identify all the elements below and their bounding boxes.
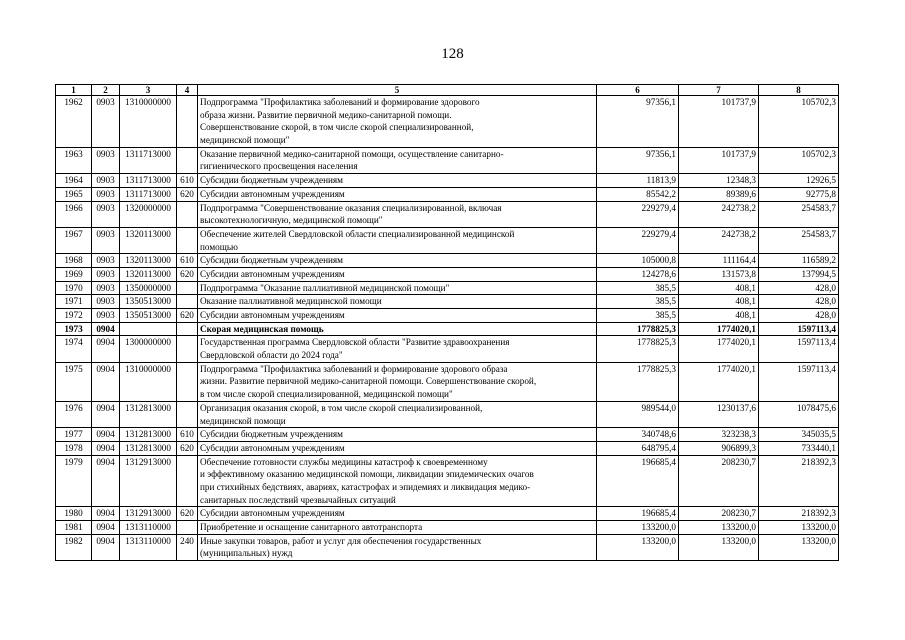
amount-col8-cell: 1597113,4 (759, 322, 839, 336)
target-article-cell: 1311713000 (120, 174, 177, 188)
row-number-cell: 1979 (56, 455, 92, 507)
expense-type-cell (177, 147, 198, 173)
expense-type-cell: 240 (177, 534, 198, 560)
section-code-cell: 0904 (92, 521, 120, 535)
row-number-cell: 1967 (56, 227, 92, 253)
amount-col7-cell: 408,1 (679, 295, 759, 309)
section-code-cell: 0903 (92, 295, 120, 309)
target-article-cell: 1313110000 (120, 521, 177, 535)
expense-type-cell (177, 227, 198, 253)
target-article-cell: 1312913000 (120, 507, 177, 521)
table-row (56, 336, 839, 362)
header-cell: 5 (198, 85, 597, 96)
table-row (56, 521, 839, 535)
amount-col7-cell: 323238,3 (679, 428, 759, 442)
amount-col7-cell: 408,1 (679, 281, 759, 295)
table-row (56, 534, 839, 560)
amount-col6-cell: 85542,2 (597, 187, 679, 201)
expense-type-cell: 620 (177, 187, 198, 201)
amount-col6-cell: 1778825,3 (597, 322, 679, 336)
item-name-cell: Обеспечение готовности службы медицины катастроф к своевременному и эффективному оказанию медицинской помощи, ликвидации эпидемических очагов при стихийных бедствиях, авариях, катастрофах и эпидемиях и ликвидация медико- санитарных последствий чрезвычайных ситуаций (198, 455, 597, 507)
header-cell: 7 (679, 85, 759, 96)
row-number-cell: 1976 (56, 401, 92, 427)
table-row (56, 309, 839, 323)
row-number-cell: 1964 (56, 174, 92, 188)
amount-col6-cell: 196685,4 (597, 507, 679, 521)
header-cell: 4 (177, 85, 198, 96)
amount-col7-cell: 101737,9 (679, 147, 759, 173)
row-number-cell: 1966 (56, 201, 92, 227)
item-name-cell: Организация оказания скорой, в том числе скорой специализированной, медицинской помощи (198, 401, 597, 427)
amount-col8-cell: 137994,5 (759, 267, 839, 281)
expense-type-cell: 620 (177, 441, 198, 455)
item-name-cell: Субсидии бюджетным учреждениям (198, 428, 597, 442)
row-number-cell: 1977 (56, 428, 92, 442)
target-article-cell: 1310000000 (120, 362, 177, 401)
expense-type-cell: 620 (177, 267, 198, 281)
amount-col7-cell: 208230,7 (679, 455, 759, 507)
row-number-cell: 1974 (56, 336, 92, 362)
amount-col7-cell: 242738,2 (679, 201, 759, 227)
header-cell: 3 (120, 85, 177, 96)
amount-col7-cell: 101737,9 (679, 96, 759, 148)
section-code-cell: 0903 (92, 227, 120, 253)
amount-col8-cell: 428,0 (759, 295, 839, 309)
amount-col6-cell: 385,5 (597, 281, 679, 295)
expense-type-cell (177, 455, 198, 507)
amount-col6-cell: 385,5 (597, 309, 679, 323)
table-row (56, 227, 839, 253)
table-row (56, 295, 839, 309)
target-article-cell: 1310000000 (120, 96, 177, 148)
amount-col7-cell: 1774020,1 (679, 336, 759, 362)
target-article-cell: 1320113000 (120, 254, 177, 268)
table-row (56, 254, 839, 268)
item-name-cell: Субсидии автономным учреждениям (198, 309, 597, 323)
row-number-cell: 1963 (56, 147, 92, 173)
target-article-cell: 1350513000 (120, 309, 177, 323)
amount-col8-cell: 428,0 (759, 281, 839, 295)
item-name-cell: Подпрограмма "Оказание паллиативной медицинской помощи" (198, 281, 597, 295)
amount-col6-cell: 1778825,3 (597, 362, 679, 401)
table-row (56, 507, 839, 521)
amount-col6-cell: 340748,6 (597, 428, 679, 442)
amount-col7-cell: 111164,4 (679, 254, 759, 268)
row-number-cell: 1971 (56, 295, 92, 309)
expense-type-cell: 620 (177, 309, 198, 323)
target-article-cell: 1312813000 (120, 441, 177, 455)
row-number-cell: 1962 (56, 96, 92, 148)
amount-col7-cell: 1774020,1 (679, 362, 759, 401)
row-number-cell: 1975 (56, 362, 92, 401)
target-article-cell: 1312813000 (120, 401, 177, 427)
amount-col8-cell: 1597113,4 (759, 336, 839, 362)
section-code-cell: 0903 (92, 309, 120, 323)
section-code-cell: 0904 (92, 534, 120, 560)
item-name-cell: Субсидии автономным учреждениям (198, 187, 597, 201)
amount-col8-cell: 105702,3 (759, 96, 839, 148)
item-name-cell: Государственная программа Свердловской области "Развитие здравоохранения Свердловской области до 2024 года" (198, 336, 597, 362)
amount-col6-cell: 196685,4 (597, 455, 679, 507)
row-number-cell: 1965 (56, 187, 92, 201)
row-number-cell: 1981 (56, 521, 92, 535)
item-name-cell: Подпрограмма "Совершенствование оказания специализированной, включая высокотехнологичную, медицинской помощи" (198, 201, 597, 227)
expense-type-cell (177, 521, 198, 535)
expense-type-cell: 620 (177, 507, 198, 521)
amount-col8-cell: 92775,8 (759, 187, 839, 201)
amount-col8-cell: 12926,5 (759, 174, 839, 188)
row-number-cell: 1968 (56, 254, 92, 268)
page-number: 128 (441, 46, 464, 62)
table-row (56, 441, 839, 455)
table-row (56, 96, 839, 148)
row-number-cell: 1972 (56, 309, 92, 323)
section-code-cell: 0904 (92, 336, 120, 362)
section-code-cell: 0904 (92, 322, 120, 336)
target-article-cell: 1312913000 (120, 455, 177, 507)
section-code-cell: 0904 (92, 455, 120, 507)
amount-col7-cell: 1230137,6 (679, 401, 759, 427)
target-article-cell: 1312813000 (120, 428, 177, 442)
section-code-cell: 0903 (92, 96, 120, 148)
section-code-cell: 0903 (92, 281, 120, 295)
item-name-cell: Обеспечение жителей Свердловской области специализированной медицинской помощью (198, 227, 597, 253)
target-article-cell: 1350000000 (120, 281, 177, 295)
table-row (56, 362, 839, 401)
amount-col8-cell: 254583,7 (759, 201, 839, 227)
amount-col8-cell: 218392,3 (759, 507, 839, 521)
expense-type-cell: 610 (177, 174, 198, 188)
section-code-cell: 0903 (92, 254, 120, 268)
amount-col8-cell: 116589,2 (759, 254, 839, 268)
amount-col7-cell: 242738,2 (679, 227, 759, 253)
amount-col8-cell: 105702,3 (759, 147, 839, 173)
amount-col6-cell: 989544,0 (597, 401, 679, 427)
row-number-cell: 1982 (56, 534, 92, 560)
item-name-cell: Субсидии бюджетным учреждениям (198, 174, 597, 188)
header-cell: 1 (56, 85, 92, 96)
table-row (56, 455, 839, 507)
table-row (56, 267, 839, 281)
item-name-cell: Оказание первичной медико-санитарной помощи, осуществление санитарно- гигиенического просвещения населения (198, 147, 597, 173)
item-name-cell: Подпрограмма "Профилактика заболеваний и формирование здорового образа жизни. Развитие первичной медико-санитарной помощи. Совершенствование скорой, в том числе скорой специализированной, медицинской помощи" (198, 96, 597, 148)
amount-col8-cell: 254583,7 (759, 227, 839, 253)
section-code-cell: 0903 (92, 187, 120, 201)
section-code-cell: 0904 (92, 507, 120, 521)
table-row (56, 147, 839, 173)
item-name-cell: Субсидии автономным учреждениям (198, 507, 597, 521)
expense-type-cell (177, 322, 198, 336)
amount-col6-cell: 648795,4 (597, 441, 679, 455)
target-article-cell: 1320113000 (120, 227, 177, 253)
table-row (56, 428, 839, 442)
target-article-cell (120, 322, 177, 336)
expense-type-cell (177, 201, 198, 227)
expense-type-cell (177, 336, 198, 362)
amount-col7-cell: 906899,3 (679, 441, 759, 455)
amount-col6-cell: 124278,6 (597, 267, 679, 281)
item-name-cell: Субсидии автономным учреждениям (198, 267, 597, 281)
amount-col7-cell: 208230,7 (679, 507, 759, 521)
target-article-cell: 1311713000 (120, 187, 177, 201)
table-row (56, 322, 839, 336)
table-header-row (56, 85, 839, 96)
section-code-cell: 0903 (92, 201, 120, 227)
item-name-cell: Подпрограмма "Профилактика заболеваний и формирование здорового образа жизни. Развитие первичной медико-санитарной помощи. Совершенствование скорой, в том числе скорой специализированной, медицинской помощи" (198, 362, 597, 401)
item-name-cell: Субсидии бюджетным учреждениям (198, 254, 597, 268)
table-row (56, 401, 839, 427)
amount-col6-cell: 133200,0 (597, 521, 679, 535)
amount-col6-cell: 133200,0 (597, 534, 679, 560)
target-article-cell: 1300000000 (120, 336, 177, 362)
amount-col7-cell: 133200,0 (679, 521, 759, 535)
expense-type-cell (177, 401, 198, 427)
amount-col7-cell: 133200,0 (679, 534, 759, 560)
table-row (56, 187, 839, 201)
amount-col7-cell: 89389,6 (679, 187, 759, 201)
amount-col6-cell: 385,5 (597, 295, 679, 309)
header-cell: 6 (597, 85, 679, 96)
target-article-cell: 1313110000 (120, 534, 177, 560)
amount-col8-cell: 133200,0 (759, 534, 839, 560)
amount-col8-cell: 428,0 (759, 309, 839, 323)
row-number-cell: 1973 (56, 322, 92, 336)
expense-type-cell (177, 281, 198, 295)
section-code-cell: 0904 (92, 441, 120, 455)
target-article-cell: 1320113000 (120, 267, 177, 281)
table-body (56, 96, 839, 561)
amount-col7-cell: 408,1 (679, 309, 759, 323)
amount-col6-cell: 11813,9 (597, 174, 679, 188)
table-row (56, 281, 839, 295)
amount-col7-cell: 131573,8 (679, 267, 759, 281)
item-name-cell: Субсидии автономным учреждениям (198, 441, 597, 455)
header-cell: 8 (759, 85, 839, 96)
target-article-cell: 1311713000 (120, 147, 177, 173)
row-number-cell: 1980 (56, 507, 92, 521)
table-row (56, 201, 839, 227)
header-cell: 2 (92, 85, 120, 96)
budget-table (55, 84, 839, 561)
amount-col8-cell: 345035,5 (759, 428, 839, 442)
section-code-cell: 0903 (92, 174, 120, 188)
amount-col7-cell: 12348,3 (679, 174, 759, 188)
amount-col8-cell: 733440,1 (759, 441, 839, 455)
amount-col6-cell: 229279,4 (597, 227, 679, 253)
expense-type-cell (177, 295, 198, 309)
section-code-cell: 0904 (92, 401, 120, 427)
row-number-cell: 1978 (56, 441, 92, 455)
section-code-cell: 0904 (92, 362, 120, 401)
item-name-cell: Скорая медицинская помощь (198, 322, 597, 336)
amount-col6-cell: 1778825,3 (597, 336, 679, 362)
amount-col6-cell: 97356,1 (597, 96, 679, 148)
section-code-cell: 0903 (92, 267, 120, 281)
amount-col8-cell: 133200,0 (759, 521, 839, 535)
expense-type-cell (177, 362, 198, 401)
target-article-cell: 1350513000 (120, 295, 177, 309)
table-row (56, 174, 839, 188)
amount-col8-cell: 1078475,6 (759, 401, 839, 427)
amount-col6-cell: 97356,1 (597, 147, 679, 173)
amount-col6-cell: 229279,4 (597, 201, 679, 227)
amount-col8-cell: 1597113,4 (759, 362, 839, 401)
amount-col6-cell: 105000,8 (597, 254, 679, 268)
amount-col8-cell: 218392,3 (759, 455, 839, 507)
expense-type-cell (177, 96, 198, 148)
row-number-cell: 1970 (56, 281, 92, 295)
amount-col7-cell: 1774020,1 (679, 322, 759, 336)
row-number-cell: 1969 (56, 267, 92, 281)
expense-type-cell: 610 (177, 254, 198, 268)
item-name-cell: Оказание паллиативной медицинской помощи (198, 295, 597, 309)
section-code-cell: 0903 (92, 147, 120, 173)
item-name-cell: Иные закупки товаров, работ и услуг для обеспечения государственных (муниципальных) нужд (198, 534, 597, 560)
expense-type-cell: 610 (177, 428, 198, 442)
target-article-cell: 1320000000 (120, 201, 177, 227)
item-name-cell: Приобретение и оснащение санитарного автотранспорта (198, 521, 597, 535)
section-code-cell: 0904 (92, 428, 120, 442)
